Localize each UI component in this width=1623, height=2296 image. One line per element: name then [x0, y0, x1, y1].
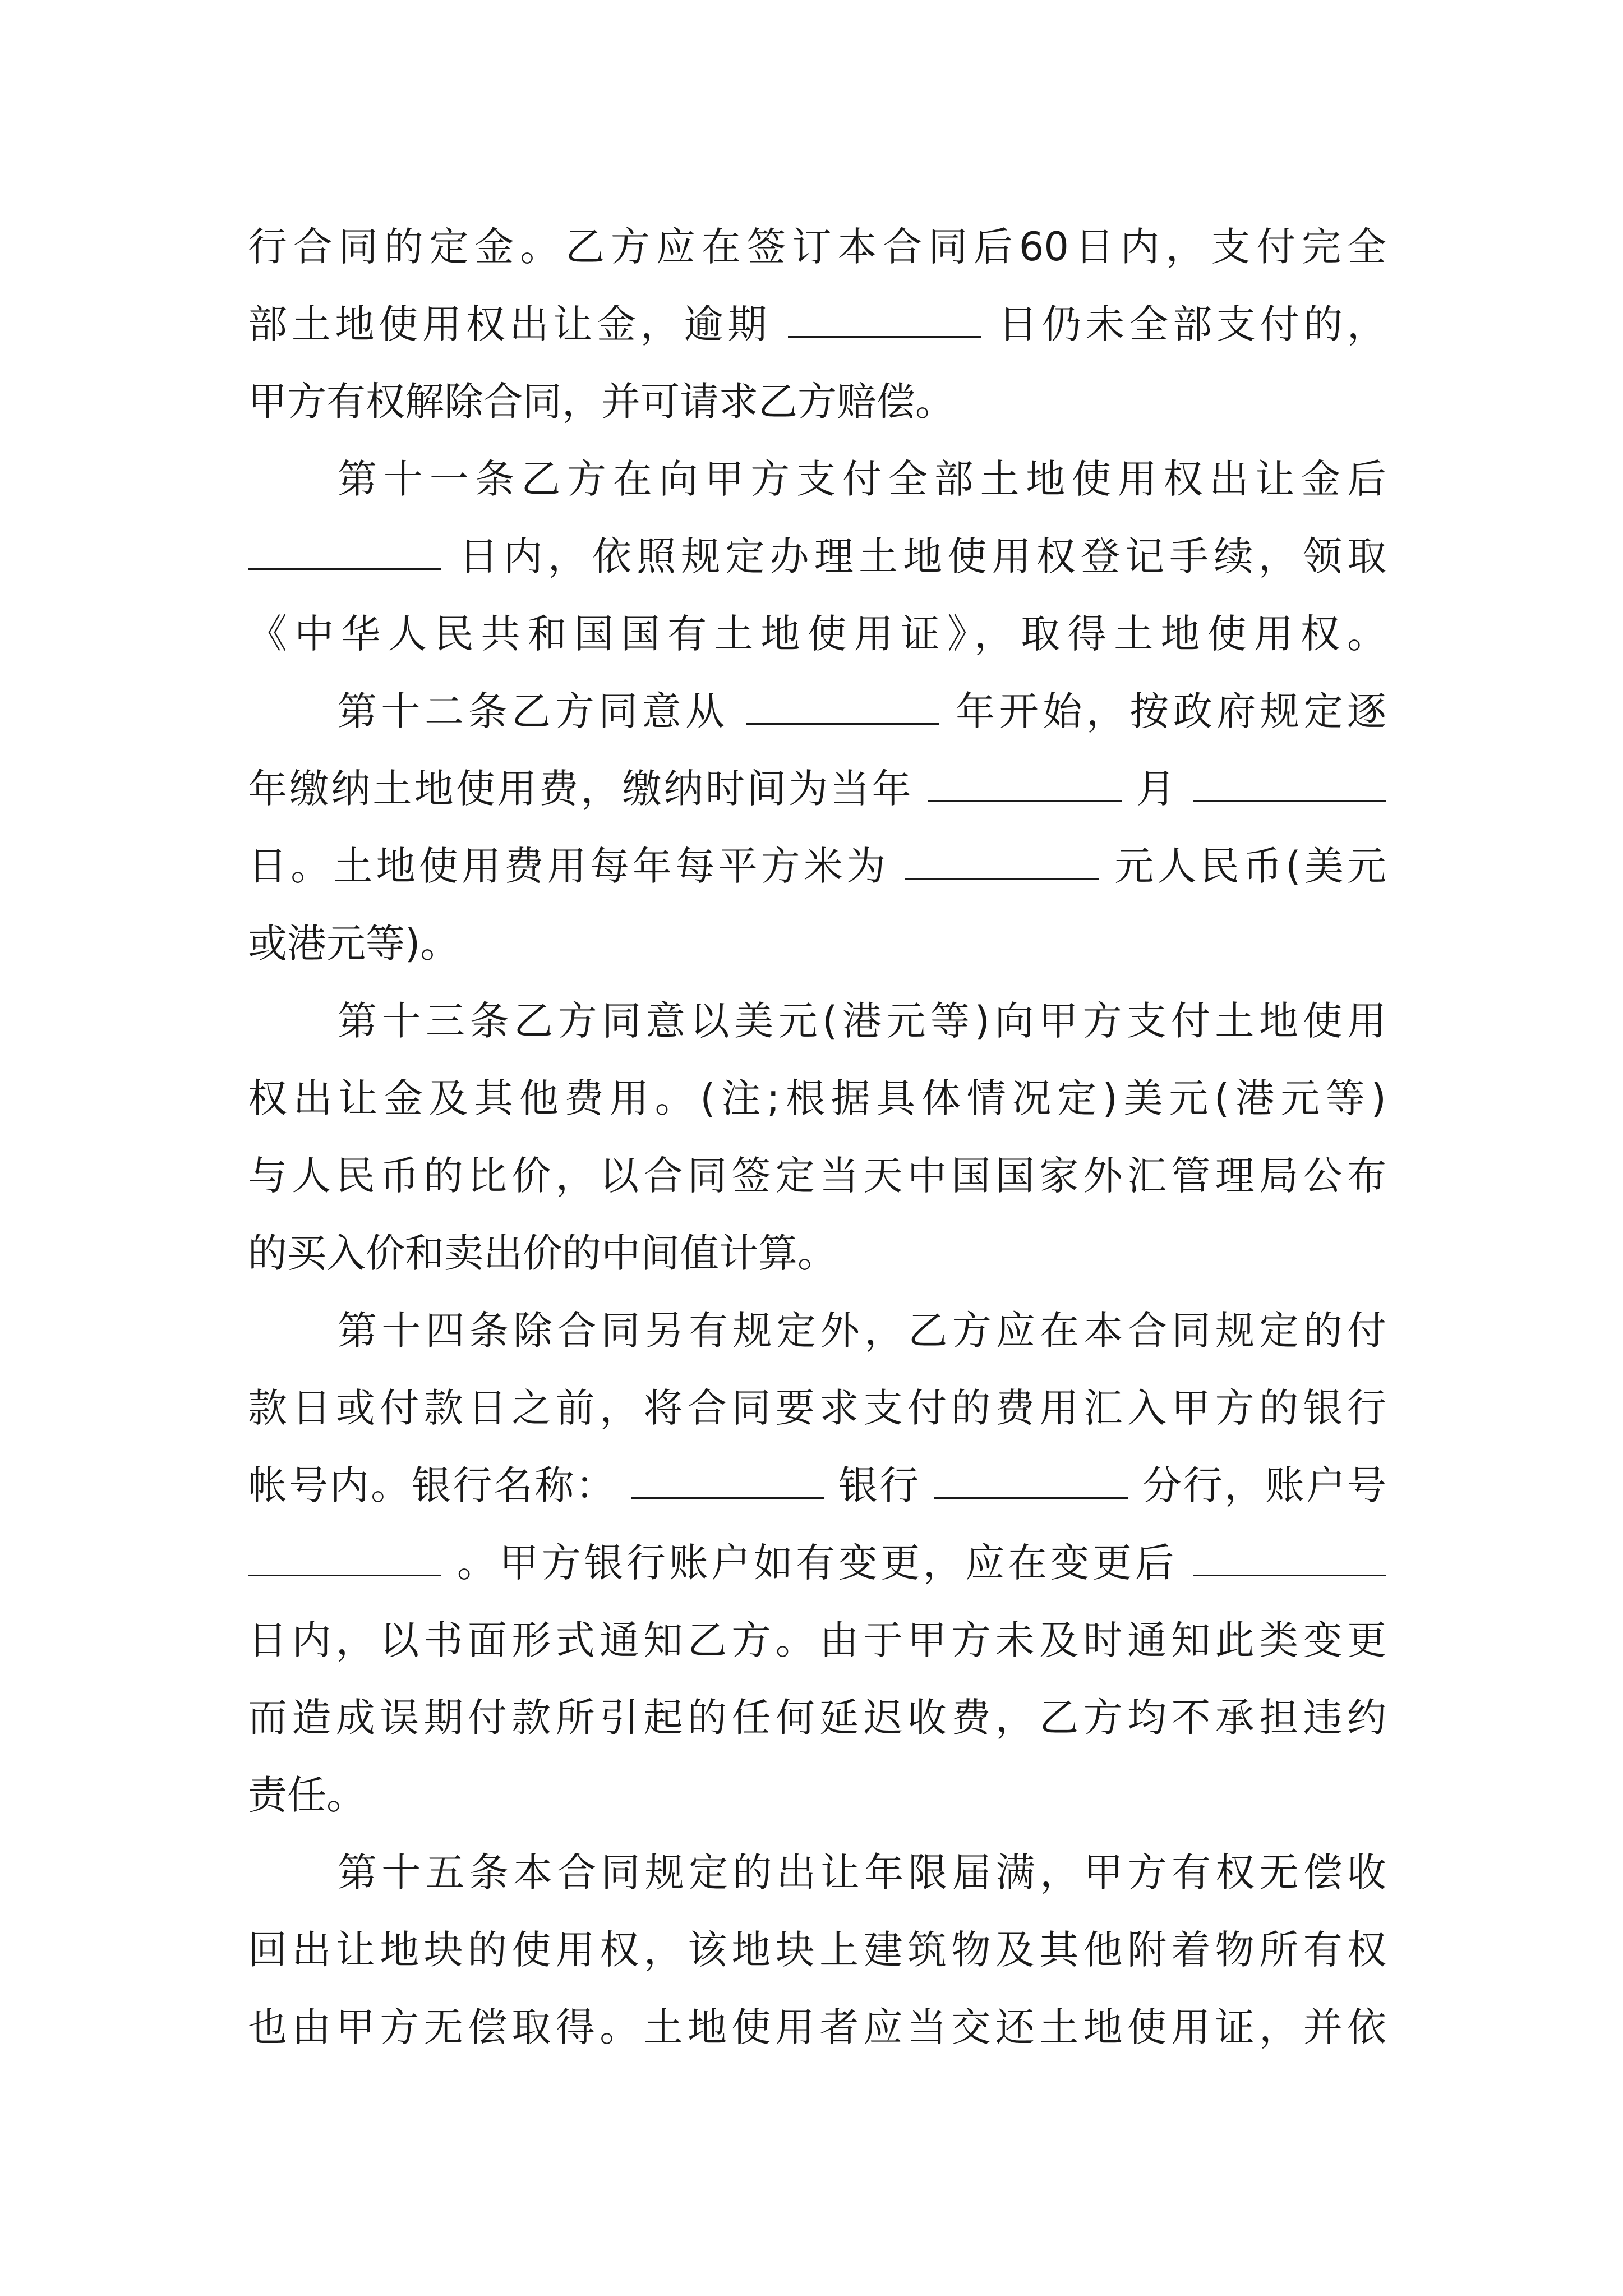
line-text: 甲方有权解除合同，并可请求乙方赔偿。 — [248, 379, 955, 425]
fill-in-blank — [905, 844, 1099, 880]
line-text: 月 — [1136, 766, 1178, 812]
text-line — [338, 672, 1386, 751]
text-line — [248, 1988, 1386, 2067]
line-text: 日。土地使用费用每年每平方米为 — [248, 843, 889, 889]
text-line — [338, 440, 1386, 518]
text-line — [338, 982, 1386, 1060]
line-text: 也由甲方无偿取得。土地使用者应当交还土地使用证，并依 — [248, 2004, 1386, 2050]
text-line — [248, 595, 1386, 673]
line-text: 日仍未全部支付的， — [998, 301, 1386, 347]
fill-in-blank — [788, 302, 981, 338]
fill-in-blank — [1193, 767, 1386, 802]
line-text: 责任。 — [248, 1772, 366, 1818]
text-line — [338, 1833, 1386, 1912]
line-text: 权出让金及其他费用。(注;根据具体情况定)美元(港元等) — [248, 1075, 1386, 1121]
text-line — [248, 1524, 1386, 1602]
line-text: 第十二条乙方同意从 — [338, 688, 729, 734]
text-line — [248, 362, 1386, 441]
line-text: 《中华人民共和国国有土地使用证》，取得土地使用权。 — [248, 611, 1386, 657]
fill-in-blank — [1193, 1541, 1386, 1576]
line-text: 第十三条乙方同意以美元(港元等)向甲方支付土地使用 — [338, 998, 1386, 1044]
line-text: 而造成误期付款所引起的任何延迟收费，乙方均不承担违约 — [248, 1695, 1386, 1741]
line-text: 帐号内。银行名称： — [248, 1462, 617, 1508]
fill-in-blank — [928, 767, 1122, 802]
text-line — [248, 749, 1386, 828]
line-text: 与人民币的比价，以合同签定当天中国国家外汇管理局公布 — [248, 1153, 1386, 1199]
line-text: 第十四条除合同另有规定外，乙方应在本合同规定的付 — [338, 1308, 1386, 1354]
text-line — [248, 517, 1386, 596]
text-line — [248, 1446, 1386, 1525]
text-line — [338, 1291, 1386, 1370]
line-text: 回出让地块的使用权，该地块上建筑物及其他附着物所有权 — [248, 1927, 1386, 1973]
line-text: 年开始，按政府规定逐 — [956, 688, 1386, 734]
line-text: 的买入价和卖出价的中间值计算。 — [248, 1230, 837, 1276]
line-text: 元人民币(美元 — [1114, 843, 1386, 889]
text-line — [248, 1911, 1386, 1989]
fill-in-blank — [248, 1541, 441, 1576]
line-text: 第十五条本合同规定的出让年限届满，甲方有权无偿收 — [338, 1849, 1386, 1895]
text-line — [248, 285, 1386, 364]
fill-in-blank — [934, 1464, 1128, 1499]
line-text: 日内，以书面形式通知乙方。由于甲方未及时通知此类变更 — [248, 1617, 1386, 1663]
text-line — [248, 208, 1386, 286]
text-line — [248, 827, 1386, 905]
text-line — [248, 1137, 1386, 1215]
line-text: 。甲方银行账户如有变更，应在变更后 — [457, 1540, 1178, 1586]
fill-in-blank — [746, 689, 939, 725]
text-line — [248, 1756, 1386, 1834]
line-text: 分行，账户号 — [1142, 1462, 1386, 1508]
fill-in-blank — [248, 535, 441, 570]
text-line — [248, 904, 1386, 983]
line-text: 部土地使用权出让金，逾期 — [248, 301, 771, 347]
text-line — [248, 1601, 1386, 1680]
line-text: 第十一条乙方在向甲方支付全部土地使用权出让金后 — [338, 456, 1386, 502]
line-text: 银行 — [838, 1462, 921, 1508]
text-line — [248, 1059, 1386, 1138]
text-line — [248, 1214, 1386, 1292]
line-text: 或港元等)。 — [248, 921, 460, 967]
text-line — [248, 1369, 1386, 1447]
text-line — [248, 1678, 1386, 1757]
line-text: 日内，依照规定办理土地使用权登记手续，领取 — [459, 533, 1386, 579]
fill-in-blank — [631, 1464, 824, 1499]
line-text: 行合同的定金。乙方应在签订本合同后60日内，支付完全 — [248, 224, 1386, 270]
line-text: 款日或付款日之前，将合同要求支付的费用汇入甲方的银行 — [248, 1385, 1386, 1431]
line-text: 年缴纳土地使用费，缴纳时间为当年 — [248, 766, 914, 812]
